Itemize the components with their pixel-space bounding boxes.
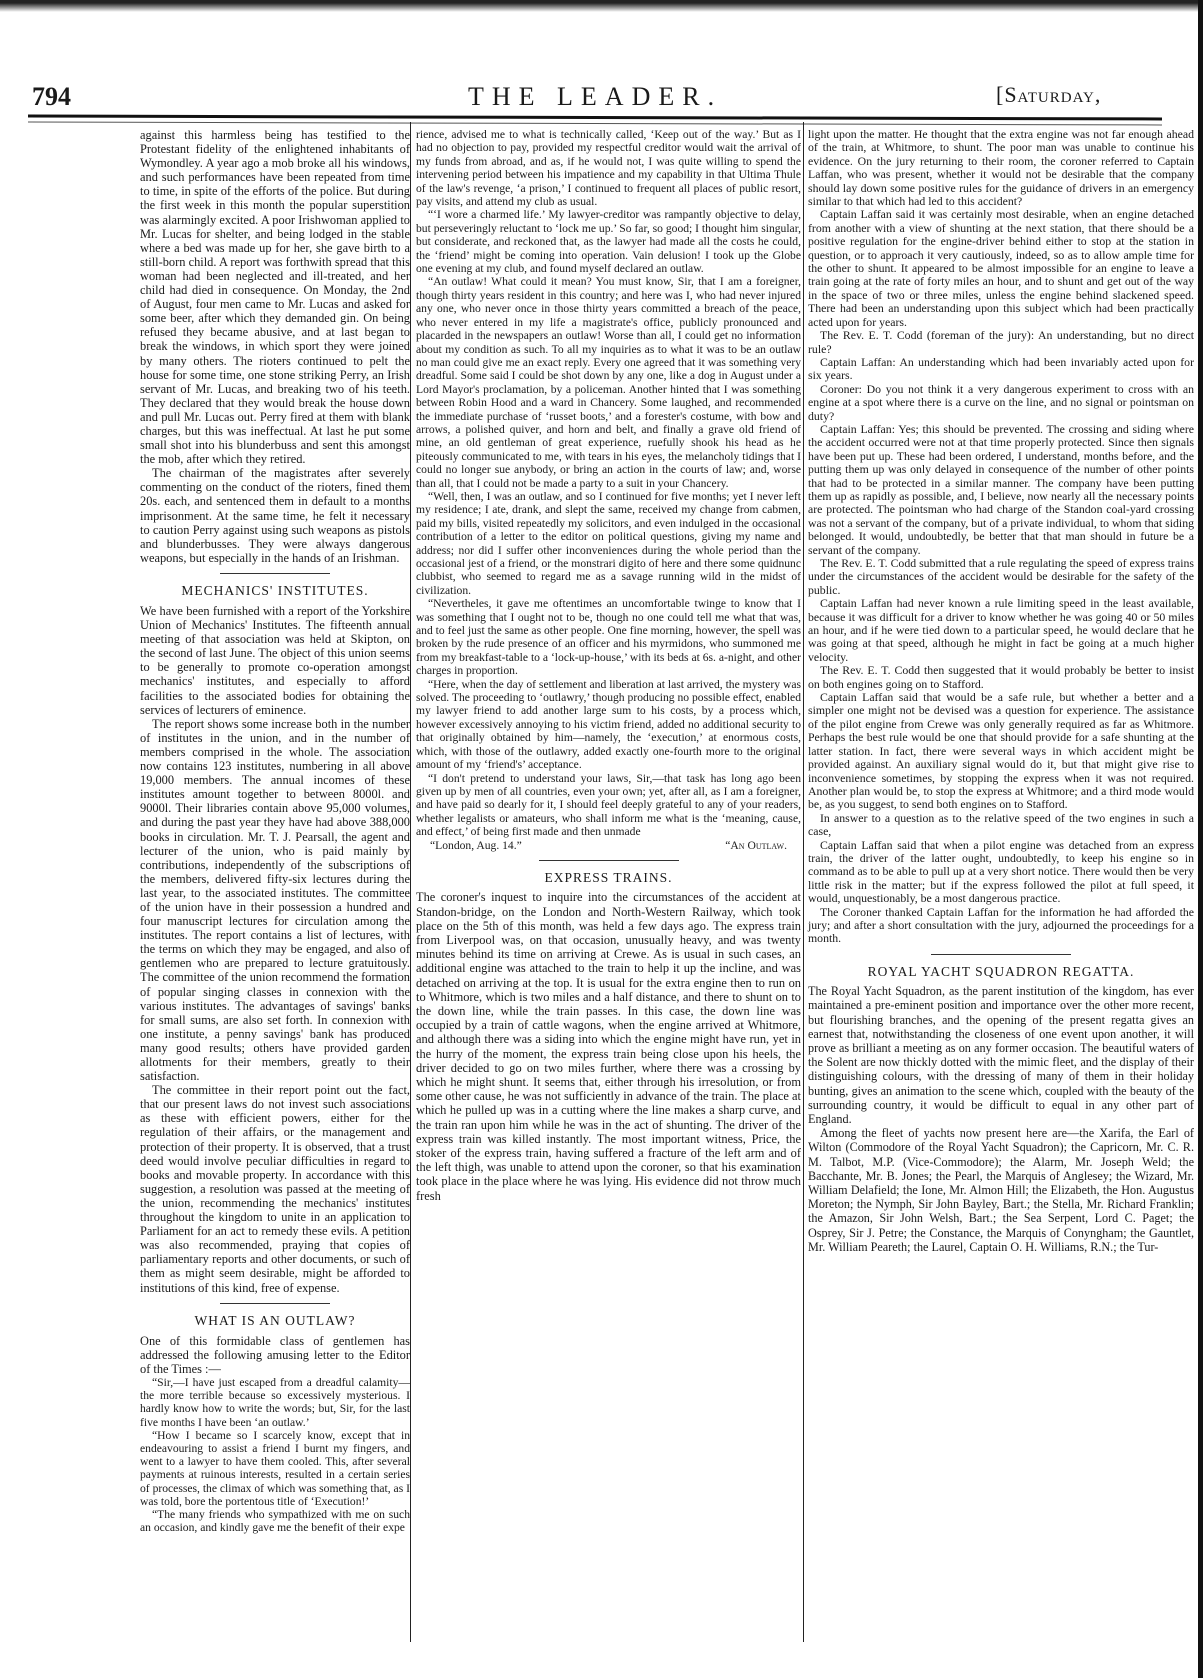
- letter-signature: [416, 839, 801, 852]
- article-paragraph: Captain Laffan: Yes; this should be prevented. The crossing and siding where the accident occurred were not at that time properly protected. Since then signals have been put up. These had been ordered, I understand, months before, and the putting them up was only delayed in consequence of the number of other points that had to be protected in a similar manner. The company have been putting them up as rapidly as possible, and, I believe, now nearly all the necessary points are protected. The pointsman who had charge of the Standon coal-yard crossing was not a servant of the company, but of a private individual, to whom that siding belonged. It would, undoubtedly, be better that that man should in future be a servant of the company.: [808, 421, 1194, 557]
- article-paragraph: The Coroner thanked Captain Laffan for the information he had afforded the jury; and after a short consultation with the jury, adjourned the proceedings for a month.: [808, 904, 1194, 946]
- article-paragraph: The Rev. E. T. Codd then suggested that it would probably be better to insist on both engines going on to Stafford.: [808, 663, 1194, 691]
- letter-paragraph: “Sir,—I have just escaped from a dreadful calamity—the more terrible because so excessively mysterious. I hardly know how to write the words; but, Sir, for the last five months I have been ‘an outlaw.’: [140, 1375, 410, 1429]
- column-1: [140, 128, 410, 1534]
- article-paragraph: The Royal Yacht Squadron, as the parent institution of the kingdom, has ever maintained a pre-eminent position and importance over the other more recent, but flourishing branches, and the opening of the present regatta gives an earnest that, notwithstanding the closeness of one event upon another, it will prove as brilliant a meeting as on any former occasion. The beautiful waters of the Solent are now thickly dotted with the mimic fleet, and the display of their distinguishing colours, with the dressing of many of them in their holiday bunting, gives an animation to the scene which, coupled with the beauty of the surrounding country, it would be difficult to equal in any other part of England.: [808, 984, 1194, 1127]
- heading-express-trains: EXPRESS TRAINS.: [544, 869, 673, 885]
- article-paragraph: Captain Laffan had never known a rule limiting speed in the least available, because it was difficult for a driver to know whether he was going 40 or 50 miles an hour, and if he were tied down to a particular speed, he would declare that he was going at that speed, although he might in fact be going at a much higher velocity.: [808, 596, 1194, 664]
- column-2: [416, 128, 801, 1203]
- page-right-edge: [1198, 0, 1203, 1678]
- article-paragraph: Captain Laffan said it was certainly most desirable, when an engine detached from another with a view of shunting at the next station, that there should be a positive regulation for the engine-driver behind either to stop at the station in question, or to approach it very cautiously, indeed, so as to allow ample time for the other to shunt. It appeared to be almost impossible for an engine to leave a train going at the rate of forty miles an hour, and to shunt and get out of the way in the space of two or three miles, unless the engine behind slackened speed. There had been an understanding upon this subject which had been practically acted upon for years.: [808, 207, 1194, 329]
- article-paragraph: The committee in their report point out the fact, that our present laws do not invest such associations as these with efficient powers, either for the regulation of their affairs, or the management and protection of their property. It is observed, that a trust deed would involve peculiar difficulties in regard to books and movable property. In accordance with this suggestion, a resolution was passed at the meeting of the union, recommending the mechanics' institutes throughout the kingdom to unite in an application to Parliament for an act to remedy these evils. A petition was also recommended, praying that copies of parliamentary reports and other documents, or such of them as might seem desirable, might be afforded to institutions of this kind, free of expense.: [140, 1083, 410, 1295]
- article-paragraph: Captain Laffan said that when a pilot engine was detached from an express train, the driver of the latter ought, undoubtedly, to keep his engine so in command as to be able to pull up at a very short notice. There would then be very little risk in the matter; but if the express followed the pilot at full speed, it would, unquestionably, be a most dangerous practice.: [808, 837, 1194, 906]
- letter-paragraph: “The many friends who sympathized with me on such an occasion, and kindly gave me the benefit of their expe: [140, 1508, 410, 1535]
- letter-paragraph: “How I became so I scarcely know, except that in endeavouring to assist a friend I burnt my fingers, and went to a lawyer to have them cooled. This, after several payments at ruinous interests, resulted in a certain series of processes, the climax of which was something that, as I was told, bore the portentous title of ‘Execution!’: [140, 1428, 410, 1508]
- letter-paragraph: “I don't pretend to understand your laws, Sir,—that task has long ago been given up by men of all countries, even your own; yet, after all, as I am a foreigner, and have paid so dearly for it, I should feel deeply grateful to any of your readers, whether legalists or amateurs, who shall inform me what is the ‘meaning, cause, and effect,’ of being first made and then unmade: [416, 771, 801, 839]
- article-paragraph: against this harmless being has testified to the Protestant fidelity of the enlightened inhabitants of Wymondley. A year ago a mob broke all his windows, and such performances have been repeated from time to time, in spite of the efforts of the police. But during the first week in this month the popular superstition was alarmingly excited. A poor Irishwoman applied to Mr. Lucas for shelter, and being lodged in the stable where a bed was made up for her, she gave birth to a still-born child. A report was forthwith spread that this woman had been neglected and ill-treated, and her child had died in consequence. On Monday, the 2nd of August, four men came to Mr. Lucas and asked for some beer, after which they demanded gin. On being refused they became abusive, and at last began to break the windows, in which sport they were joined by many others. The rioters continued to pelt the house for some time, one stone striking Perry, an Irish servant of Mr. Lucas, and breaking two of his teeth. They declared that they would break the house down and pull Mr. Lucas out. Perry fired at them with blank charges, but this was ineffectual. At last he put some small shot into his blunderbuss and sent this amongst the mob, after which they retired.: [140, 128, 410, 467]
- column-divider: [803, 122, 804, 1642]
- issue-day: [Saturday,: [996, 82, 1102, 107]
- section-separator: [931, 954, 1071, 955]
- article-paragraph: Captain Laffan: An understanding which had been invariably acted upon for six years.: [808, 354, 1194, 383]
- article-paragraph: Coroner: Do you not think it a very dangerous experiment to cross with an engine at a spot where there is a curve on the line, and no signal or pointsman on duty?: [808, 381, 1194, 423]
- letter-paragraph: “An outlaw! What could it mean? You must know, Sir, that I am a foreigner, though thirty years resident in this country; and here was I, who had never injured any one, who never once in those thirty years committed a breach of the peace, who never entered in my life a magistrate's office, publicly pronounced and placarded in the newspapers an outlaw! Worse than all, I could get no information about my condition as such. To all my inquiries as to what it was to be an outlaw no man could give me an exact reply. Every one agreed that it was something very dreadful. Some said I could be shot down by any one, like a dog in August under a Lord Mayor's proclamation, by a policeman. Another hinted that I was something between Robin Hood and a ward in Chancery. Some laughed, and recommended the immediate purchase of ‘russet boots,’ and a forester's costume, with bow and arrows, a polished quiver, and horn and belt, and finally a grave old friend of mine, an old gentleman of great experience, ruefully shook his head as he piteously communicated to me, with tears in his eyes, the melancholy tidings that I could no longer sue anybody, or bring an action in the courts of law; and, worse than all, that I could not be made a party to a suit in your Chancery.: [416, 275, 801, 490]
- article-paragraph: We have been furnished with a report of the Yorkshire Union of Mechanics' Institutes. The fifteenth annual meeting of that association was held at Skipton, on the second of last June. The object of this union seems to be generally to promote co-operation amongst mechanics' institutes, and especially to afford facilities to the associated bodies for obtaining the services of lecturers of eminence.: [140, 604, 410, 717]
- section-separator: [220, 573, 330, 574]
- letter-paragraph: “Here, when the day of settlement and liberation at last arrived, the mystery was solved. The proceeding to ‘outlawry,’ though producing no possible effect, enabled my lawyer friend to add another large sum to his costs, by a process which, however excessively annoying to his victim friend, added no additional security to that originally obtained by him—namely, the ‘execution,’ at enormous costs, which, with those of the outlawry, added exactly one-fourth more to the original amount of my ‘friend's’ acceptance.: [416, 677, 801, 772]
- signature-place-date: “London, Aug. 14.”: [430, 838, 522, 852]
- letter-paragraph: rience, advised me to what is technically called, ‘Keep out of the way.’ But as I had no objection to pay, provided my respectful creditor would wait the arrival of my funds from abroad, and as, if he would not, I was quite willing to spend the intervening period between his impatience and my capability in that Ultima Thule of the law's revenge, ‘a prison,’ I continued to frequent all places of public resort, pay visits, and attend my club as usual.: [416, 128, 801, 209]
- article-paragraph: Among the fleet of yachts now present here are—the Xarifa, the Earl of Wilton (Commodore of the Royal Yacht Squadron); the Capricorn, Mr. C. R. M. Talbot, M.P. (Vice-Commodore); the Alarm, Mr. Joseph Weld; the Bacchante, Mr. B. Jones; the Pearl, the Marquis of Anglesey; the Wizard, Mr. William Delafield; the Ione, Mr. Almon Hill; the Elizabeth, the Hon. Augustus Moreton; the Nymph, Sir John Bayley, Bart.; the Stella, Mr. Richard Franklin; the Amazon, Sir John Welsh, Bart.; the Sea Serpent, Lord C. Paget; the Osprey, Sir J. Petre; the Constance, the Marquis of Conyngham; the Gauntlet, Mr. William Peareth; the Laurel, Captain O. H. Williams, R.N.; the Tur-: [808, 1126, 1194, 1254]
- article-paragraph: The Rev. E. T. Codd (foreman of the jury): An understanding, but no direct rule?: [808, 328, 1194, 356]
- masthead: [0, 76, 1203, 116]
- section-separator: [220, 1303, 330, 1304]
- page-top-edge: [0, 0, 1203, 12]
- page-number: 794: [32, 82, 71, 111]
- column-divider: [410, 122, 411, 1642]
- article-paragraph: The coroner's inquest to inquire into the circumstances of the accident at Standon-bridge, on the London and North-Western Railway, which took place on the 5th of this month, was held a few days ago. The express train from Liverpool was, on that occasion, unusually heavy, and was twenty minutes behind its time on arriving at Crewe. As is usual in such cases, an additional engine was attached to the train to help it up the incline, and was detached on arriving at the top. It is usual for the extra engine then to run on to Whitmore, which is two miles and a half distance, and there to shunt on to the down line, while the train passes. In this case, the down line was occupied by a train of cattle wagons, when the engine arrived at Whitmore, and although there was a siding into which the engine might have run, yet in the hurry of the moment, the express train being close upon his heels, the driver decided to go on two miles further, where there was a crossing by which he might shunt. It seems that, either through his irresolution, or from some other cause, he was not sufficiently in advance of the train. The place at which he pulled up was in a cutting where the line makes a sharp curve, and the train ran upon him while he was in the act of shunting. The driver of the express train was killed instantly. The most important witness, Price, the stoker of the express train, having suffered a fracture of the left arm and of the left thigh, was unable to attend upon the coroner, so that his examination took place in the place where he was lying. His evidence did not throw much fresh: [416, 890, 801, 1203]
- heading-mechanics-institutes: MECHANICS' INSTITUTES.: [181, 582, 369, 598]
- article-intro: One of this formidable class of gentlemen has addressed the following amusing letter to the Editor of the Times :—: [140, 1333, 410, 1376]
- heading-royal-yacht-squadron-regatta: ROYAL YACHT SQUADRON REGATTA.: [867, 963, 1135, 979]
- letter-paragraph: “Nevertheles, it gave me oftentimes an uncomfortable twinge to know that I was something that I ought not to be, though no one could tell me what that was, and to feel just the same as other people. One fine morning, however, the spell was broken by the rude presence of an officer and his myrmidons, who summoned me from my breakfast-table to a ‘lock-up-house,’ with its beds at 6s. a-night, and other charges in proportion.: [416, 597, 801, 678]
- masthead-rule: [28, 115, 1162, 126]
- article-paragraph: The report shows some increase both in the number of institutes in the union, and in the number of members comprised in the whole. The association now contains 123 institutes, numbering in all above 19,000 members. The annual incomes of these institutes amount together to between 8000l. and 9000l. Their libraries contain above 95,000 volumes, and during the past year they have had above 388,000 books in circulation. Mr. T. J. Pearsall, the agent and lecturer of the union, who is paid mainly by contributions, independently of the subscriptions of the members, delivered fifty-six lectures during the last year, to the associated institutes. The committee of the union have in their possession a hundred and four manuscript lectures for circulation among the institutes. The report contains a list of lectures, with the terms on which they may be engaged, and also of gentlemen who are prepared to lecture gratuitously. The committee of the union recommend the formation of popular singing classes in connexion with the various institutes. The advantages of savings' banks for small sums, are also set forth. In connexion with one institute, a penny savings' bank has produced many good results; others have provided garden allotments for their members, greatly to their satisfaction.: [140, 716, 410, 1084]
- newspaper-title: THE LEADER.: [468, 82, 723, 111]
- article-paragraph: The chairman of the magistrates after severely commenting on the conduct of the rioters, fined them 20s. each, and sentenced them in default to a months imprisonment. At the same time, he felt it necessary to caution Perry against using such weapons as pistols and blunderbusses. They were always dangerous weapons, but especially in the hands of an Irishman.: [140, 466, 410, 565]
- column-3: [808, 128, 1194, 1254]
- article-paragraph: In answer to a question as to the relative speed of the two engines in such a case,: [808, 810, 1194, 839]
- letter-paragraph: “‘I wore a charmed life.’ My lawyer-creditor was rampantly objective to delay, but perseveringly reluctant to ‘lock me up.’ So far, so good; I thought him singular, but considerate, and reckoned that, as the lawyer had made all the costs he could, the ‘friend’ might be coming into operation. Vain delusion! I took up the Globe one evening at my club, and found myself declared an outlaw.: [416, 208, 801, 276]
- article-paragraph: light upon the matter. He thought that the extra engine was not far enough ahead of the train, at Whitmore, to shunt. The poor man was unable to continue his evidence. On the jury returning to their room, the coroner referred to Captain Laffan, who was present, whether it would not be desirable that the company should lay down some positive rules for the guidance of drivers in an emergency similar to that which had led to this accident?: [808, 127, 1194, 209]
- heading-what-is-an-outlaw: WHAT IS AN OUTLAW?: [194, 1312, 356, 1328]
- section-separator: [539, 860, 679, 861]
- article-paragraph: Captain Laffan said that would be a safe rule, but whether a better and a simpler one might not be devised was a question for experience. The assistance of the pilot engine from Crewe was only generally required as far as Whitmore. Perhaps the best rule would be one that should provide for a safe shunting at the latter station. In fact, there were several ways in which accident might be provided against. An auxiliary signal would do it, but that might give rise to inconvenience sometimes, by stopping the express when it was not required. Another plan would be, to stop the express at Whitmore; and a third mode would be, as you suggest, to send both engines on to Stafford.: [808, 690, 1194, 812]
- article-paragraph: The Rev. E. T. Codd submitted that a rule regulating the speed of express trains under the circumstances of the accident would be desirable for the safety of the public.: [808, 556, 1194, 597]
- letter-paragraph: “Well, then, I was an outlaw, and so I continued for five months; yet I never left my residence; I ate, drank, and slept the same, received my change from cabmen, paid my bills, visited repeatedly my solicitors, and even indulged in the occasional contribution of a letter to the editor on political questions, giving my name and address; nor did I suffer other inconveniences during the whole period than the occasional jest of a friend, or the monstrari digito of here and there some quidnunc clubbist, who seemed to regard me as a savage running wild in the midst of civilization.: [416, 489, 801, 597]
- signature-name: “An Outlaw.: [725, 838, 787, 852]
